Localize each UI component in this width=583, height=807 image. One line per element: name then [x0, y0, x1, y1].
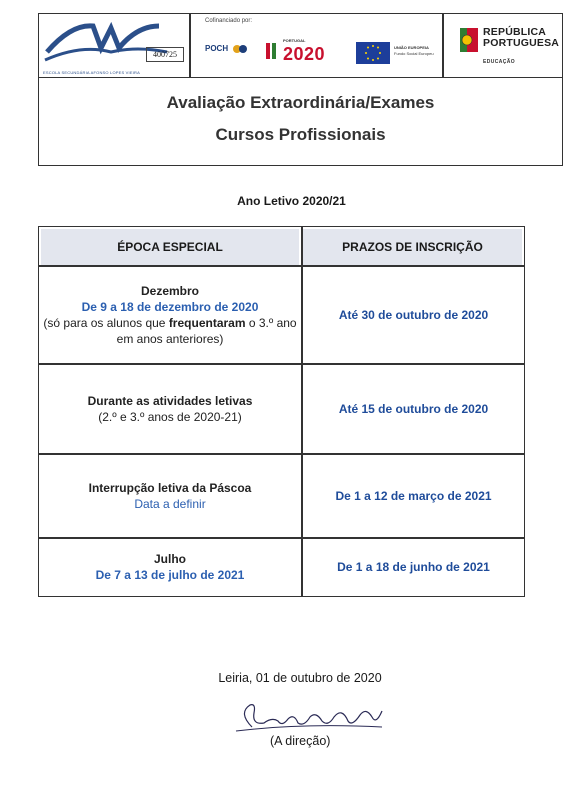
table-row-deadline: Até 15 de outubro de 2020 [338, 402, 489, 416]
portugal2020-year: 2020 [283, 44, 326, 64]
poch-logo-icon [232, 42, 248, 56]
school-name: ESCOLA SECUNDÁRIA AFONSO LOPES VIEIRA [43, 70, 140, 75]
cofinanced-label: Cofinanciado por: [205, 18, 253, 24]
school-year: Ano Letivo 2020/21 [237, 194, 346, 208]
table-row-period: Dezembro De 9 a 18 de dezembro de 2020 (só para os alunos que frequentaram o 3.º ano em anos anteriores) [43, 284, 297, 346]
portugal2020-logo-icon [265, 41, 279, 61]
document-title: Avaliação Extraordinária/Exames [166, 93, 435, 112]
table-row-period: Julho De 7 a 13 de julho de 2021 [95, 552, 245, 582]
header-divider [442, 14, 444, 77]
eu-flag-icon [356, 42, 390, 64]
table-row-period: Interrupção letiva da Páscoa Data a definir [88, 481, 252, 511]
table-row-period: Durante as atividades letivas (2.º e 3.º anos de 2020-21) [87, 394, 253, 424]
column-header-period: ÉPOCA ESPECIAL [41, 229, 299, 265]
poch-logo-text: POCH [205, 44, 229, 53]
document-header [38, 13, 563, 78]
header-divider [189, 14, 191, 77]
table-row-deadline: De 1 a 18 de junho de 2021 [337, 560, 490, 574]
school-logo [41, 16, 173, 74]
portuguese-republic-emblem-icon [458, 26, 480, 54]
republic-name: REPÚBLICA PORTUGUESA [483, 26, 560, 49]
place-and-date: Leiria, 01 de outubro de 2020 [218, 671, 382, 685]
title-box [38, 77, 563, 166]
table-row-deadline: De 1 a 12 de março de 2021 [335, 489, 492, 503]
school-code: 400725 [146, 47, 184, 62]
eu-label: UNIÃO EUROPEIA Fundo Social Europeu [394, 45, 434, 56]
column-header-deadline: PRAZOS DE INSCRIÇÃO [303, 229, 522, 265]
signatory: (A direção) [270, 734, 331, 748]
document-subtitle: Cursos Profissionais [215, 125, 386, 144]
ministry-label: EDUCAÇÃO [483, 59, 516, 65]
portugal2020-label: PORTUGAL [283, 38, 306, 43]
schedule-table [38, 226, 525, 597]
table-row-deadline: Até 30 de outubro de 2020 [338, 308, 489, 322]
